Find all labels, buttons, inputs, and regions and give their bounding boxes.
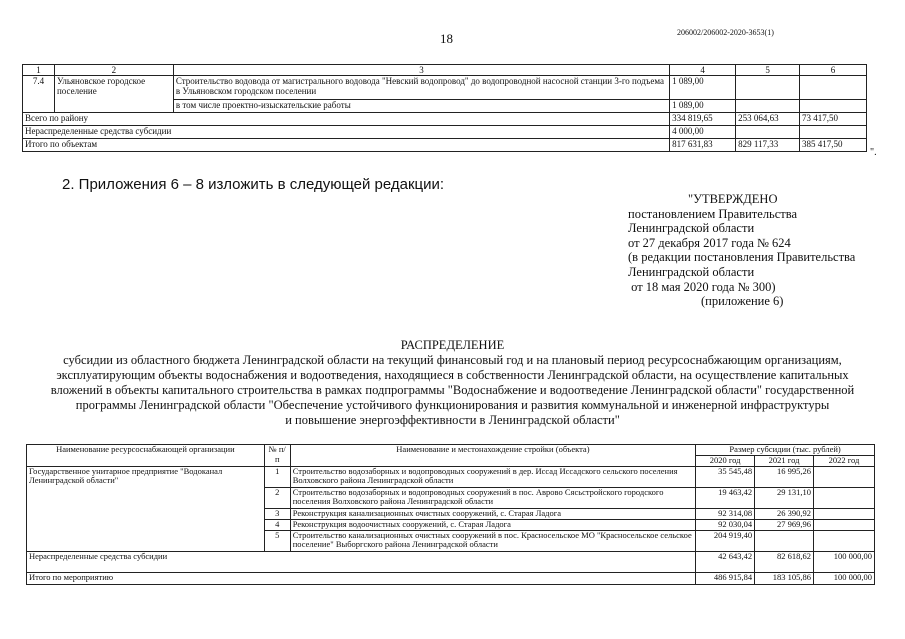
approval-line: Ленинградской области xyxy=(628,221,755,236)
object-subcell: в том числе проектно-изыскательские работы xyxy=(173,100,669,113)
value-2021 xyxy=(736,100,800,113)
value-2020: 4 000,00 xyxy=(670,126,736,139)
total-row xyxy=(27,572,875,584)
unallocated-row xyxy=(23,126,867,139)
value-2021: 253 064,63 xyxy=(736,113,800,126)
object-cell: Строительство водозаборных и водопроводных сооружений в дер. Иссад Иссадского сельского поселения Волховского района Ленинградской области xyxy=(290,466,695,487)
value-2020: 1 089,00 xyxy=(670,76,736,100)
row-number: 5 xyxy=(264,530,290,551)
header-year-2021: 2021 год xyxy=(755,456,814,467)
object-cell: Строительство канализационных очистных сооружений в пос. Красносельское МО "Красносельское сельское поселение" Выборгского района Ленинградской области xyxy=(290,530,695,551)
header-row xyxy=(27,445,875,456)
paragraph-text: 2. Приложения 6 – 8 изложить в следующей редакции: xyxy=(62,176,445,193)
approval-line: от 18 мая 2020 года № 300) xyxy=(628,279,776,294)
header-year-2022: 2022 год xyxy=(814,456,875,467)
approval-line: от 27 декабря 2017 года № 624 xyxy=(628,235,791,250)
col-number: 4 xyxy=(670,65,736,76)
distribution-table xyxy=(26,444,875,585)
object-cell: Реконструкция водоочистных сооружений, с. Старая Ладога xyxy=(290,519,695,530)
col-number: 3 xyxy=(173,65,669,76)
value-2021: 27 969,96 xyxy=(755,519,814,530)
row-label: Всего по району xyxy=(23,113,670,126)
closing-quote: ". xyxy=(870,147,877,158)
value-2022 xyxy=(814,519,875,530)
value-2022 xyxy=(814,508,875,519)
unallocated-row xyxy=(27,551,875,572)
title-line: эксплуатирующим объекты водоснабжения и водоотведения, находящиеся в собственности Ленинградской области, на осуществление капитальных xyxy=(56,368,849,382)
total-objects-row xyxy=(23,139,867,152)
value-2022 xyxy=(800,100,867,113)
value-2022: 385 417,50 xyxy=(800,139,867,152)
title-line: вложений в объекты капитального строительства в рамках подпрограммы "Водоснабжение и водоотведение Ленинградской области" государственной xyxy=(50,383,855,397)
approval-line: "УТВЕРЖДЕНО xyxy=(688,192,778,206)
table-row xyxy=(27,466,875,487)
value-2022: 73 417,50 xyxy=(800,113,867,126)
row-label: Итого по объектам xyxy=(23,139,670,152)
row-number: 4 xyxy=(264,519,290,530)
value-2021: 82 618,62 xyxy=(755,551,814,572)
value-2020: 204 919,40 xyxy=(696,530,755,551)
title-line: субсидии из областного бюджета Ленинградской области на текущий финансовый год и на плановый период ресурсоснабжающим организациям, xyxy=(63,353,842,367)
header-number: № п/п xyxy=(264,445,290,467)
col-number: 2 xyxy=(54,65,173,76)
object-cell: Реконструкция канализационных очистных сооружений, с. Старая Ладога xyxy=(290,508,695,519)
row-number: 7.4 xyxy=(23,76,55,113)
value-2020: 334 819,65 xyxy=(670,113,736,126)
row-label: Итого по мероприятию xyxy=(27,572,696,584)
title-line: программы Ленинградской области "Обеспечение устойчивого функционирования и развития коммунальной и инженерной инфраструктуры xyxy=(75,398,830,412)
organization-cell: Ульяновское городское поселение xyxy=(54,76,173,113)
page-number: 18 xyxy=(440,31,453,46)
title-heading: РАСПРЕДЕЛЕНИЕ xyxy=(400,338,505,352)
approval-line: постановлением Правительства xyxy=(628,206,798,221)
value-2020: 817 631,83 xyxy=(670,139,736,152)
value-2020: 35 545,48 xyxy=(696,466,755,487)
value-2022: 100 000,00 xyxy=(814,551,875,572)
value-2021: 183 105,86 xyxy=(755,572,814,584)
value-2020: 19 463,42 xyxy=(696,487,755,508)
approval-line: (в редакции постановления Правительства xyxy=(628,250,856,265)
value-2022 xyxy=(814,530,875,551)
value-2021 xyxy=(736,126,800,139)
value-2022 xyxy=(800,76,867,100)
object-cell: Строительство водозаборных и водопроводных сооружений в пос. Аврово Сясьстройского городского поселения Волховского района Ленинградской области xyxy=(290,487,695,508)
col-number: 6 xyxy=(800,65,867,76)
organization-cell: Государственное унитарное предприятие "Водоканал Ленинградской области" xyxy=(27,466,265,551)
document-code: 206002/206002-2020-3653(1) xyxy=(677,28,774,37)
object-cell: Строительство водовода от магистрального водовода "Невский водопровод" до водопроводной насосной станции 3-го подъема в Ульяновском городском поселении xyxy=(173,76,669,100)
value-2022 xyxy=(814,466,875,487)
total-district-row xyxy=(23,113,867,126)
row-label: Нераспределенные средства субсидии xyxy=(23,126,670,139)
header-year-2020: 2020 год xyxy=(696,456,755,467)
approval-line: (приложение 6) xyxy=(701,294,784,309)
value-2022: 100 000,00 xyxy=(814,572,875,584)
column-number-row xyxy=(23,65,867,76)
row-number: 2 xyxy=(264,487,290,508)
value-2021 xyxy=(755,530,814,551)
value-2022 xyxy=(800,126,867,139)
title-line: и повышение энергоэффективности в Ленинградской области" xyxy=(285,413,620,427)
value-2021: 26 390,92 xyxy=(755,508,814,519)
table-row xyxy=(23,76,867,100)
row-label: Нераспределенные средства субсидии xyxy=(27,551,696,572)
value-2020: 1 089,00 xyxy=(670,100,736,113)
approval-block xyxy=(628,192,898,309)
value-2021: 829 117,33 xyxy=(736,139,800,152)
value-2021 xyxy=(736,76,800,100)
value-2020: 486 915,84 xyxy=(696,572,755,584)
objects-table xyxy=(22,64,867,152)
header-object: Наименование и местонахождение стройки (объекта) xyxy=(290,445,695,467)
value-2020: 42 643,42 xyxy=(696,551,755,572)
value-2020: 92 314,08 xyxy=(696,508,755,519)
col-number: 1 xyxy=(23,65,55,76)
approval-line: Ленинградской области xyxy=(628,264,755,279)
header-organization: Наименование ресурсоснабжающей организации xyxy=(27,445,265,467)
value-2021: 29 131,10 xyxy=(755,487,814,508)
row-number: 1 xyxy=(264,466,290,487)
value-2022 xyxy=(814,487,875,508)
value-2020: 92 030,04 xyxy=(696,519,755,530)
row-number: 3 xyxy=(264,508,290,519)
document-title xyxy=(0,338,905,428)
value-2021: 16 995,26 xyxy=(755,466,814,487)
col-number: 5 xyxy=(736,65,800,76)
header-subsidy-size: Размер субсидии (тыс. рублей) xyxy=(696,445,875,456)
